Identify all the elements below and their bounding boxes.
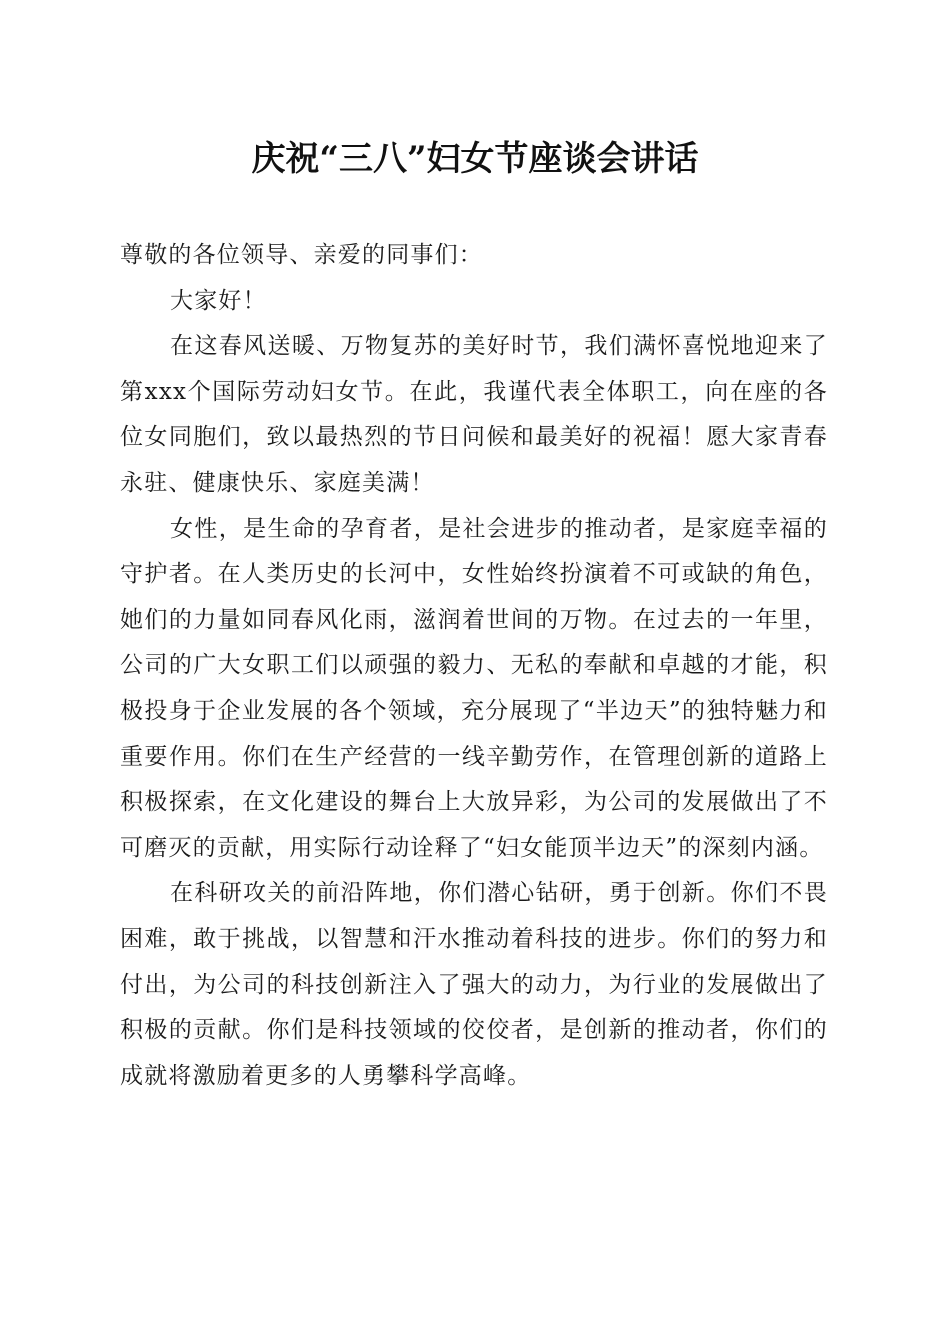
document-title: 庆祝“三八”妇女节座谈会讲话 bbox=[251, 139, 699, 179]
paragraph-3: 在科研攻关的前沿阵地，你们潜心钻研，勇于创新。你们不畏困难，敢于挑战，以智慧和汗水推动着科技的进步。你们的努力和付出，为公司的科技创新注入了强大的动力，为行业的发展做出了积极的贡献。你们是科技领域的佼佼者，是创新的推动者，你们的成就将激励着更多的人勇攀科学高峰。 bbox=[120, 880, 828, 1089]
paragraph-1: 在这春风送暖、万物复苏的美好时节，我们满怀喜悦地迎来了第xxx个国际劳动妇女节。在此，我谨代表全体职工，向在座的各位女同胞们，致以最热烈的节日问候和最美好的祝福！愿大家青春永驻、健康快乐、家庭美满！ bbox=[120, 333, 828, 496]
salutation: 尊敬的各位领导、亲爱的同事们： bbox=[120, 242, 483, 268]
paragraph-2: 女性，是生命的孕育者，是社会进步的推动者，是家庭幸福的守护者。在人类历史的长河中，女性始终扮演着不可或缺的角色，她们的力量如同春风化雨，滋润着世间的万物。在过去的一年里，公司的广大女职工们以顽强的毅力、无私的奉献和卓越的才能，积极投身于企业发展的各个领域，充分展现了“半边天”的独特魅力和重要作用。你们在生产经营的一线辛勤劳作，在管理创新的道路上积极探索，在文化建设的舞台上大放异彩，为公司的发展做出了不可磨灭的贡献，用实际行动诠释了“妇女能顶半边天”的深刻内涵。 bbox=[120, 515, 828, 861]
document-body bbox=[120, 233, 828, 1099]
greeting: 大家好！ bbox=[170, 287, 267, 314]
